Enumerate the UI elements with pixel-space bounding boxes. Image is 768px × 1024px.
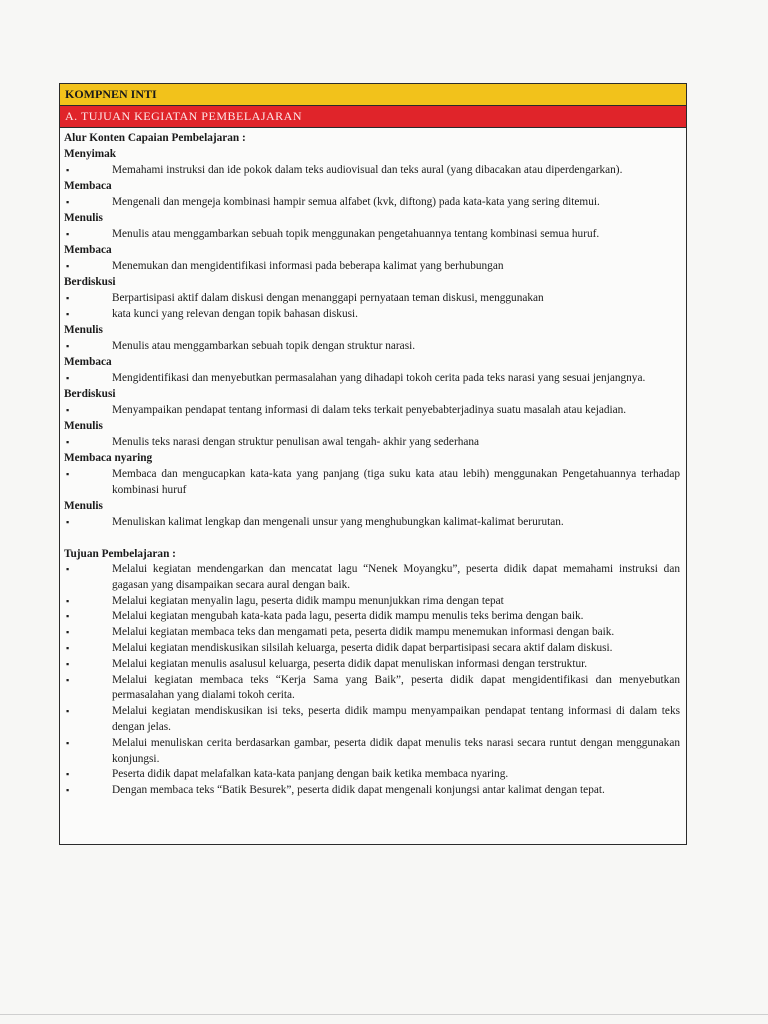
list-item [64, 514, 680, 530]
list-item [64, 625, 680, 641]
list-item [64, 338, 680, 354]
bullet-icon: ▪ [66, 595, 70, 606]
list-item [64, 466, 680, 498]
tujuan-title: Tujuan Pembelajaran : [64, 548, 176, 560]
list-item-text: Mengenali dan mengeja kombinasi hampir semua alfabet (kvk, diftong) pada kata-kata yang sering ditemui. [112, 196, 600, 208]
skill-heading: Berdiskusi [64, 276, 116, 288]
list-item [64, 783, 680, 799]
document-frame [59, 83, 687, 845]
bullet-icon: ▪ [66, 642, 70, 653]
list-item [64, 704, 680, 736]
list-item [64, 609, 680, 625]
list-item-text: Menuliskan kalimat lengkap dan mengenali unsur yang menghubungkan kalimat-kalimat berurutan. [112, 516, 564, 528]
bullet-icon: ▪ [66, 674, 70, 685]
skill-heading: Menulis [64, 324, 103, 336]
bullet-icon: ▪ [66, 706, 70, 717]
list-item-text: Menyampaikan pendapat tentang informasi di dalam teks terkait penyebabterjadinya suatu masalah atau kejadian. [112, 404, 627, 416]
list-item [64, 402, 680, 418]
bullet-icon: ▪ [66, 197, 70, 207]
alur-title: Alur Konten Capaian Pembelajaran : [64, 132, 246, 144]
list-item [64, 162, 680, 178]
list-item-text: Melalui kegiatan mendengarkan dan mencatat lagu “Nenek Moyangku”, peserta didik dapat memahami instruksi dan gagasan yang disampaikan secara aural dengan baik. [112, 563, 680, 591]
bullet-icon: ▪ [66, 611, 70, 622]
skill-heading: Menyimak [64, 148, 117, 160]
list-item-text: Melalui kegiatan menulis asalusul keluarga, peserta didik dapat menuliskan informasi dengan terstruktur. [112, 657, 588, 670]
list-item-text: Melalui menuliskan cerita berdasarkan gambar, peserta didik dapat menulis teks narasi secara runtut dengan menggunakan konjungsi. [112, 736, 680, 765]
tujuan-list [64, 562, 680, 799]
list-item-text: Berpartisipasi aktif dalam diskusi dengan menanggapi pernyataan teman diskusi, menggunakan [112, 292, 544, 304]
list-item [64, 226, 680, 242]
bullet-icon: ▪ [66, 627, 70, 638]
page-divider [0, 1014, 768, 1015]
bullet-icon: ▪ [66, 737, 70, 748]
bullet-icon: ▪ [66, 785, 70, 796]
skill-heading: Membaca [64, 244, 112, 256]
list-item [64, 657, 680, 673]
skill-heading: Menulis [64, 500, 103, 512]
bullet-icon: ▪ [66, 373, 70, 383]
list-item-text: Peserta didik dapat melafalkan kata-kata panjang dengan baik ketika membaca nyaring. [112, 768, 509, 781]
bullet-icon: ▪ [66, 261, 70, 271]
list-item [64, 562, 680, 594]
list-item [64, 641, 680, 657]
bullet-icon: ▪ [66, 517, 70, 527]
section-header: KOMPNEN INTI [60, 84, 686, 106]
list-item-text: Menulis teks narasi dengan struktur penulisan awal tengah- akhir yang sederhana [112, 436, 480, 448]
list-item-text: kata kunci yang relevan dengan topik bahasan diskusi. [112, 308, 358, 320]
list-item [64, 673, 680, 705]
list-item [64, 594, 680, 610]
list-item [64, 434, 680, 450]
list-item-text: Melalui kegiatan membaca teks dan mengamati peta, peserta didik mampu menemukan informasi dengan baik. [112, 626, 615, 639]
skill-heading: Menulis [64, 420, 103, 432]
section-subheader: A. TUJUAN KEGIATAN PEMBELAJARAN [60, 106, 686, 128]
list-item-text: Membaca dan mengucapkan kata-kata yang panjang (tiga suku kata atau lebih) menggunakan Pengetahuannya terhadap kombinasi huruf [112, 468, 680, 496]
list-item [64, 736, 680, 768]
list-item-text: Melalui kegiatan mendiskusikan isi teks, peserta didik mampu menyampaikan pendapat tentang informasi di dalam teks dengan jelas. [112, 705, 680, 733]
bullet-icon: ▪ [66, 293, 70, 303]
list-item-text: Dengan membaca teks “Batik Besurek”, peserta didik dapat mengenali konjungsi antar kalimat dengan tepat. [112, 784, 605, 797]
list-item [64, 767, 680, 783]
bullet-icon: ▪ [66, 469, 70, 479]
list-item-text: Melalui kegiatan menyalin lagu, peserta didik mampu menunjukkan rima dengan tepat [112, 594, 504, 607]
bullet-icon: ▪ [66, 165, 70, 175]
bullet-icon: ▪ [66, 437, 70, 447]
skill-heading: Membaca nyaring [64, 452, 153, 464]
bullet-icon: ▪ [66, 341, 70, 351]
bullet-icon: ▪ [66, 564, 70, 574]
content [60, 128, 686, 799]
skill-heading: Menulis [64, 212, 103, 224]
skill-heading: Berdiskusi [64, 388, 116, 400]
list-item [64, 306, 680, 322]
list-item-text: Menemukan dan mengidentifikasi informasi pada beberapa kalimat yang berhubungan [112, 260, 504, 272]
bullet-icon: ▪ [66, 769, 70, 780]
list-item-text: Melalui kegiatan mendiskusikan silsilah keluarga, peserta didik dapat berpartisipasi secara aktif dalam diskusi. [112, 641, 613, 654]
bullet-icon: ▪ [66, 405, 70, 415]
list-item-text: Memahami instruksi dan ide pokok dalam teks audiovisual dan teks aural (yang dibacakan atau diperdengarkan). [112, 164, 623, 176]
list-item [64, 290, 680, 306]
list-item [64, 370, 680, 386]
list-item [64, 194, 680, 210]
bullet-icon: ▪ [66, 658, 70, 669]
bullet-icon: ▪ [66, 229, 70, 239]
list-item-text: Menulis atau menggambarkan sebuah topik menggunakan pengetahuannya tentang kombinasi semua huruf. [112, 228, 600, 240]
list-item [64, 258, 680, 274]
alur-sections [64, 146, 680, 530]
bullet-icon: ▪ [66, 309, 70, 319]
list-item-text: Melalui kegiatan mengubah kata-kata pada lagu, peserta didik mampu menulis teks berima dengan baik. [112, 610, 584, 623]
list-item-text: Mengidentifikasi dan menyebutkan permasalahan yang dihadapi tokoh cerita pada teks narasi yang sesuai jenjangnya. [112, 372, 646, 384]
list-item-text: Melalui kegiatan membaca teks “Kerja Sama yang Baik”, peserta didik dapat mengidentifikasi dan menyebutkan permasalahan yang dialami tokoh cerita. [112, 673, 680, 702]
skill-heading: Membaca [64, 356, 112, 368]
list-item-text: Menulis atau menggambarkan sebuah topik dengan struktur narasi. [112, 340, 416, 352]
skill-heading: Membaca [64, 180, 112, 192]
